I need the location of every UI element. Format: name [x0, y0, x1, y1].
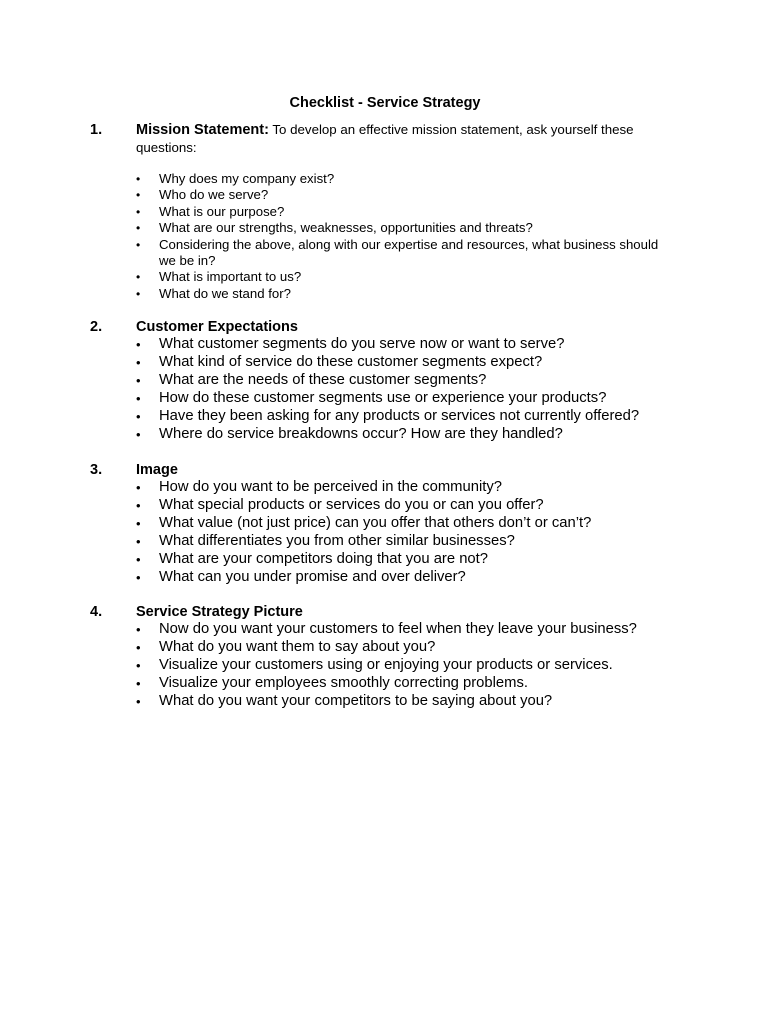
bullet-icon: • [136, 270, 141, 285]
bullet-icon: • [136, 221, 141, 236]
bullet-icon: • [136, 533, 141, 549]
list-item: • What are your competitors doing that you are not? [136, 550, 488, 567]
list-item: • How do these customer segments use or experience your products? [136, 389, 607, 406]
page-title: Checklist - Service Strategy [289, 95, 481, 111]
list-item: • Visualize your customers using or enjoying your products or services. [136, 656, 613, 673]
bullet-icon: • [136, 237, 141, 252]
bullet-icon: • [136, 622, 141, 637]
bullet-icon: • [136, 480, 141, 495]
list-item: • What do you want your competitors to be saying about you? [136, 692, 553, 709]
list-item: • What can you under promise and over deliver? [136, 568, 466, 585]
bullet-list [136, 479, 676, 586]
list-item: • What is important to us? [136, 269, 302, 285]
bullet-icon: • [136, 354, 141, 370]
bullet-icon: • [136, 675, 141, 691]
list-item: • What kind of service do these customer segments expect? [136, 353, 543, 370]
section-heading: Customer Expectations [136, 319, 298, 335]
list-item: • Visualize your employees smoothly correcting problems. [136, 674, 528, 691]
section-heading-block [136, 121, 676, 157]
list-item: • Have they been asking for any products or services not currently offered? [136, 407, 640, 424]
bullet-icon: • [136, 408, 141, 424]
list-item: • What do you want them to say about you? [136, 638, 436, 655]
bullet-icon: • [136, 569, 141, 585]
bullet-icon: • [136, 551, 141, 567]
list-item: • What are the needs of these customer segments? [136, 371, 487, 388]
list-item: • Where do service breakdowns occur? How are they handled? [136, 425, 563, 442]
bullet-icon: • [136, 204, 141, 219]
bullet-list [136, 336, 676, 443]
bullet-icon: • [136, 693, 141, 709]
bullet-icon: • [136, 639, 141, 655]
section-heading-block [136, 603, 676, 621]
list-item: • Now do you want your customers to feel when they leave your business? [136, 621, 637, 637]
list-item: • What value (not just price) can you offer that others don’t or can’t? [136, 514, 592, 531]
list-item: • What differentiates you from other similar businesses? [136, 532, 515, 549]
section-number: 3. [90, 462, 103, 478]
bullet-icon: • [136, 497, 141, 513]
bullet-icon: • [136, 390, 141, 406]
bullet-icon: • [136, 426, 141, 442]
list-item: • Why does my company exist? [136, 171, 335, 186]
list-item: • What is our purpose? [136, 203, 285, 219]
bullet-icon: • [136, 188, 141, 203]
bullet-icon: • [136, 657, 141, 673]
list-item: • Who do we serve? [136, 187, 269, 203]
list-item: • What special products or services do you or can you offer? [136, 496, 544, 513]
list-item: • What are our strengths, weaknesses, opportunities and threats? [136, 220, 533, 236]
bullet-list [136, 171, 676, 302]
list-item: • How do you want to be perceived in the community? [136, 479, 502, 495]
section-heading-block [136, 461, 676, 479]
section-heading: Image [136, 462, 178, 478]
section-number: 2. [90, 319, 103, 335]
bullet-icon: • [136, 286, 141, 301]
bullet-icon: • [136, 515, 141, 531]
bullet-icon: • [136, 372, 141, 388]
section-intro: To develop an effective mission statement, ask yourself these questions: [136, 122, 634, 155]
list-item: • Considering the above, along with our expertise and resources, what business should we be in? [136, 236, 659, 269]
section-number: 4. [90, 604, 103, 620]
section-heading: Service Strategy Picture [136, 604, 303, 620]
bullet-icon: • [136, 337, 141, 352]
section-heading-block [136, 318, 676, 336]
bullet-icon: • [136, 172, 141, 186]
bullet-list [136, 621, 676, 711]
section-number: 1. [90, 122, 103, 138]
section-heading: Mission Statement: [136, 122, 269, 138]
list-item: • What do we stand for? [136, 285, 291, 301]
list-item: • What customer segments do you serve now or want to serve? [136, 336, 565, 352]
